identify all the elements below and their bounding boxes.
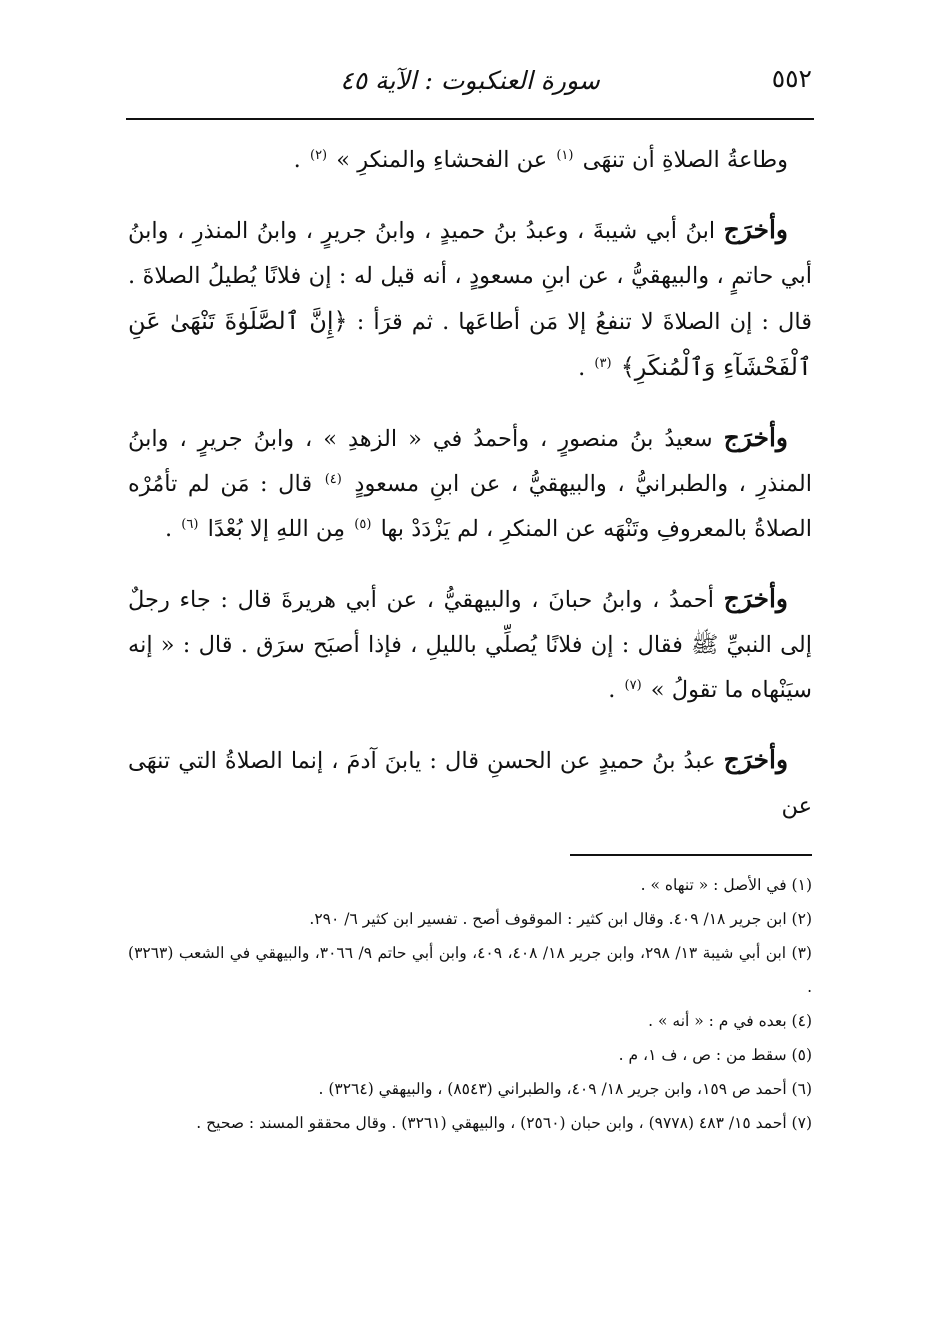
paragraph <box>128 737 812 829</box>
paragraph-text: وطاعةُ الصلاةِ أن تنهَى <box>582 147 788 173</box>
paragraph-lead: وأخرَج <box>723 215 788 244</box>
footnotes <box>128 868 812 1140</box>
footnote-reference: (٦) <box>181 516 199 532</box>
paragraph <box>128 415 812 552</box>
paragraph-text: . <box>608 677 616 703</box>
quran-quote: ﴿إِنَّ ٱلصَّلَوٰةَ تَنْهَىٰ عَنِ ٱلْفَحْشَآءِ وَٱلْمُنكَرِ﴾ <box>128 307 812 381</box>
paragraph-text: عن الفحشاءِ والمنكرِ » <box>336 147 548 173</box>
footnote: (٤) بعده في م : « أنه » . <box>648 1012 812 1030</box>
paragraph-lead: وأخرَج <box>723 745 789 774</box>
paragraph-text: . <box>164 516 173 542</box>
paragraph-lead: وأخرَج <box>723 423 788 452</box>
running-title: سورة العنكبوت : الآية ٤٥ <box>340 66 600 95</box>
footnote-divider <box>570 854 812 856</box>
main-text <box>128 138 812 853</box>
footnote-reference: (٧) <box>624 677 642 693</box>
paragraph <box>128 576 812 713</box>
footnote: (٧) أحمد ١٥/ ٤٨٣ (٩٧٧٨) ، وابن حبان (٢٥٦٠) ، والبيهقي (٣٢٦١) . وقال محققو المسند : صحيح . <box>196 1114 812 1132</box>
footnote: (٥) سقط من : ص ، ف ١، م . <box>618 1046 812 1064</box>
paragraph-text: . <box>578 355 586 381</box>
paragraph-text: . <box>293 147 301 173</box>
footnote: (٣) ابن أبي شيبة ١٣/ ٢٩٨، وابن جرير ١٨/ ٤٠٨، ٤٠٩، وابن أبي حاتم ٩/ ٣٠٦٦، والبيهقي في الشعب (٣٢٦٣) . <box>128 944 812 996</box>
paragraph-text: ابنُ أبي شيبةَ ، وعبدُ بنُ حميدٍ ، وابنُ جريرٍ ، وابنُ المنذرِ ، وابنُ أبي حاتمٍ ، والبيهقيُّ ، عن ابنِ مسعودٍ ، أنه قيل له : إن فلانًا يُطيلُ الصلاةَ . قال : إن الصلاةَ لا تنفعُ إلا مَن أطاعَها . ثم قرَأ : <box>128 218 812 335</box>
footnote-reference: (٤) <box>324 471 342 487</box>
paragraph-text: مِن اللهِ إلا بُعْدًا <box>207 516 346 542</box>
paragraph-text: سعيدُ بنُ منصورٍ ، وأحمدُ في « الزهدِ » ، وابنُ جريرٍ ، وابنُ المنذرِ ، والطبرانيُّ ، والبيهقيُّ ، عن ابنِ مسعودٍ <box>128 426 813 497</box>
footnote-reference: (١) <box>556 147 574 163</box>
footnote: (١) في الأصل : « تنهاه » . <box>640 876 812 894</box>
header-divider <box>126 118 814 120</box>
paragraph-text: قال : مَن لم تأمُرْه الصلاةُ بالمعروفِ وتَنْهَه عن المنكرِ ، لم يَزْدَدْ بها <box>128 471 812 542</box>
footnote: (٦) أحمد ص ١٥٩، وابن جرير ١٨/ ٤٠٩، والطبراني (٨٥٤٣) ، والبيهقي (٣٢٦٤) . <box>318 1080 812 1098</box>
paragraph <box>128 207 812 391</box>
footnote-reference: (٣) <box>594 355 612 371</box>
paragraph-text: عبدُ بنُ حميدٍ عن الحسنِ قال : يابنَ آدمَ ، إنما الصلاةُ التي تنهَى عن <box>128 748 812 819</box>
footnote: (٢) ابن جرير ١٨/ ٤٠٩. وقال ابن كثير : الموقوف أصح . تفسير ابن كثير ٦/ ٢٩٠. <box>309 910 812 928</box>
footnote-reference: (٢) <box>309 147 328 163</box>
paragraph-lead: وأخرَج <box>723 584 788 613</box>
paragraph-text: أحمدُ ، وابنُ حبانَ ، والبيهقيُّ ، عن أبي هريرةَ قال : جاء رجلٌ إلى النبيِّ ﷺ فقال : إن فلانًا يُصلِّي بالليلِ ، فإذا أصبَح سرَق . قال : « إنه سيَنْهاه ما تقولُ » <box>128 587 812 703</box>
paragraph <box>128 138 812 183</box>
footnote-reference: (٥) <box>354 516 372 532</box>
page-header <box>128 62 812 112</box>
page-number: ٥٥٢ <box>771 64 812 93</box>
